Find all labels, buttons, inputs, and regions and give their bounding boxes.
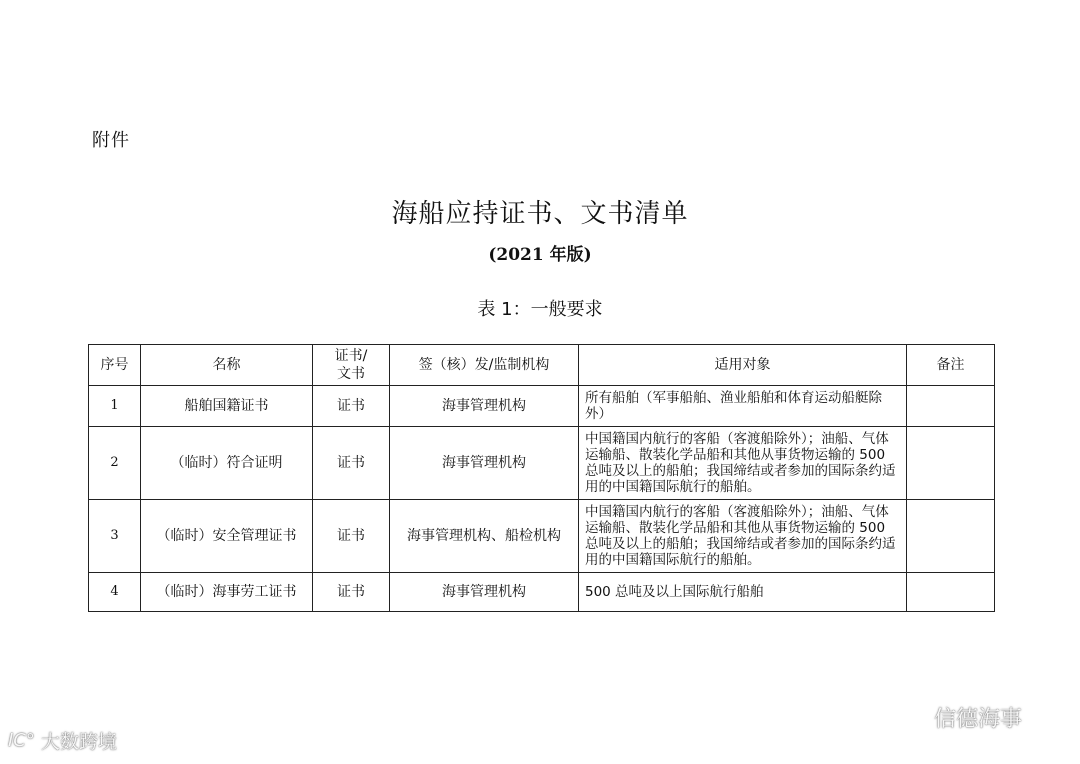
cell-name: （临时）海事劳工证书 xyxy=(141,573,313,612)
header-applies: 适用对象 xyxy=(579,345,907,386)
header-issuer: 签（核）发/监制机构 xyxy=(390,345,579,386)
cell-type: 证书 xyxy=(313,573,390,612)
cell-name: （临时）符合证明 xyxy=(141,427,313,500)
cell-name: 船舶国籍证书 xyxy=(141,386,313,427)
table-caption: 表 1：一般要求 xyxy=(477,299,603,320)
header-name: 名称 xyxy=(141,345,313,386)
table-row xyxy=(89,386,995,427)
cell-remarks xyxy=(907,500,995,573)
header-type-line1: 证书/ xyxy=(334,348,368,364)
edition-label: (2021 年版) xyxy=(488,245,592,265)
table-row xyxy=(89,500,995,573)
watermark-right-text: 信德海事 xyxy=(934,707,1023,732)
table-row xyxy=(89,427,995,500)
cell-seq: 2 xyxy=(89,427,141,500)
cell-remarks xyxy=(907,427,995,500)
cell-seq: 3 xyxy=(89,500,141,573)
header-type-line2: 文书 xyxy=(337,366,365,382)
cell-remarks xyxy=(907,573,995,612)
cell-applies: 500 总吨及以上国际航行船舶 xyxy=(579,573,907,612)
cell-seq: 1 xyxy=(89,386,141,427)
cell-remarks xyxy=(907,386,995,427)
cell-applies: 中国籍国内航行的客船（客渡船除外）；油船、气体运输船、散装化学品船和其他从事货物运输的 500 总吨及以上的船舶；我国缔结或者参加的国际条约适用的中国籍国际航行的船舶。 xyxy=(579,427,907,500)
cell-applies: 所有船舶（军事船舶、渔业船舶和体育运动船艇除外） xyxy=(579,386,907,427)
table-row xyxy=(89,573,995,612)
header-seq: 序号 xyxy=(89,345,141,386)
cell-applies: 中国籍国内航行的客船（客渡船除外）；油船、气体运输船、散装化学品船和其他从事货物运输的 500 总吨及以上的船舶；我国缔结或者参加的国际条约适用的中国籍国际航行的船舶。 xyxy=(579,500,907,573)
cell-issuer: 海事管理机构 xyxy=(390,427,579,500)
cell-issuer: 海事管理机构、船检机构 xyxy=(390,500,579,573)
cell-seq: 4 xyxy=(89,573,141,612)
watermark-left-logo: IC° xyxy=(8,730,35,751)
table-header-row xyxy=(89,345,995,386)
watermark-left-text: 大数跨境 xyxy=(40,731,117,753)
watermark-left xyxy=(8,727,117,754)
watermark-right xyxy=(898,702,1022,733)
annex-label: 附件 xyxy=(92,130,130,151)
document-title: 海船应持证书、文书清单 xyxy=(391,199,689,229)
certificate-table xyxy=(88,344,995,612)
cell-type: 证书 xyxy=(313,500,390,573)
header-type xyxy=(313,345,390,386)
cell-issuer: 海事管理机构 xyxy=(390,386,579,427)
cell-issuer: 海事管理机构 xyxy=(390,573,579,612)
cell-name: （临时）安全管理证书 xyxy=(141,500,313,573)
cell-type: 证书 xyxy=(313,427,390,500)
cell-type: 证书 xyxy=(313,386,390,427)
wechat-icon xyxy=(898,705,928,731)
header-remarks: 备注 xyxy=(907,345,995,386)
